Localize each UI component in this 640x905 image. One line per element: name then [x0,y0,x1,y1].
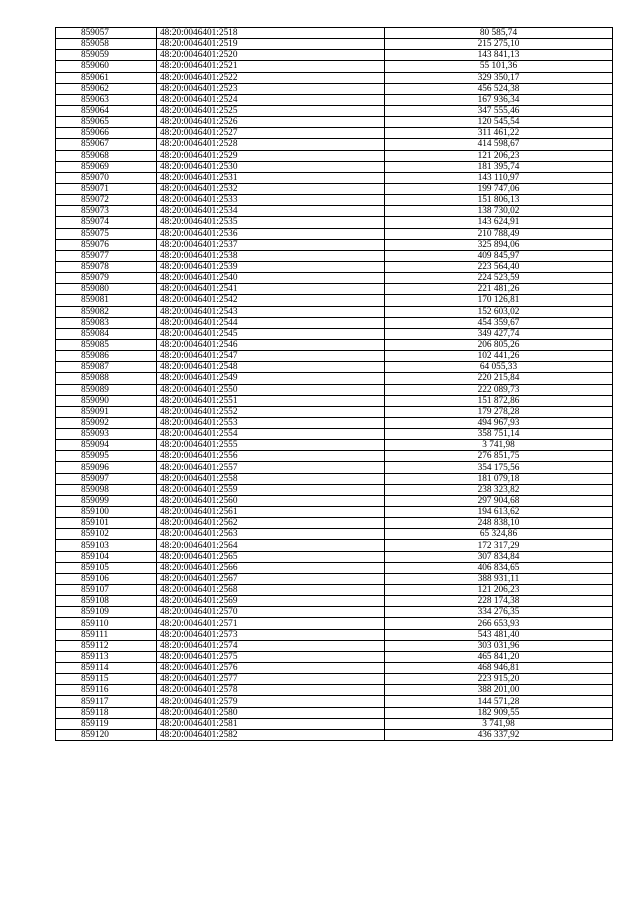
cadastral-number-cell: 48:20:0046401:2580 [157,707,385,718]
row-number-cell: 859058 [56,39,157,50]
table-row [56,607,613,618]
cadastral-number-cell: 48:20:0046401:2542 [157,295,385,306]
cadastral-number-cell: 48:20:0046401:2574 [157,640,385,651]
table-row [56,384,613,395]
value-cell: 388 201,00 [385,685,613,696]
row-number-cell: 859092 [56,417,157,428]
row-number-cell: 859068 [56,150,157,161]
cadastral-number-cell: 48:20:0046401:2538 [157,250,385,261]
row-number-cell: 859089 [56,384,157,395]
row-number-cell: 859064 [56,105,157,116]
table-row [56,573,613,584]
value-cell: 144 571,28 [385,696,613,707]
row-number-cell: 859108 [56,596,157,607]
table-row [56,261,613,272]
table-row [56,440,613,451]
table-row [56,373,613,384]
table-row [56,473,613,484]
value-cell: 297 904,68 [385,495,613,506]
table-row [56,284,613,295]
value-cell: 143 841,13 [385,50,613,61]
cadastral-number-cell: 48:20:0046401:2548 [157,362,385,373]
cadastral-number-cell: 48:20:0046401:2564 [157,540,385,551]
row-number-cell: 859099 [56,495,157,506]
value-cell: 199 747,06 [385,183,613,194]
row-number-cell: 859069 [56,161,157,172]
cadastral-number-cell: 48:20:0046401:2563 [157,529,385,540]
row-number-cell: 859066 [56,128,157,139]
row-number-cell: 859113 [56,651,157,662]
cadastral-number-cell: 48:20:0046401:2578 [157,685,385,696]
table-row [56,618,613,629]
table-row [56,518,613,529]
row-number-cell: 859118 [56,707,157,718]
value-cell: 349 427,74 [385,328,613,339]
cadastral-number-cell: 48:20:0046401:2541 [157,284,385,295]
table-row [56,362,613,373]
cadastral-number-cell: 48:20:0046401:2535 [157,217,385,228]
row-number-cell: 859070 [56,172,157,183]
row-number-cell: 859094 [56,440,157,451]
value-cell: 102 441,26 [385,351,613,362]
row-number-cell: 859105 [56,562,157,573]
cadastral-number-cell: 48:20:0046401:2581 [157,718,385,729]
cadastral-number-cell: 48:20:0046401:2579 [157,696,385,707]
table-row [56,150,613,161]
cadastral-number-cell: 48:20:0046401:2521 [157,61,385,72]
table-row [56,273,613,284]
cadastral-number-cell: 48:20:0046401:2518 [157,28,385,39]
row-number-cell: 859090 [56,395,157,406]
cadastral-number-cell: 48:20:0046401:2531 [157,172,385,183]
value-cell: 215 275,10 [385,39,613,50]
cadastral-number-cell: 48:20:0046401:2569 [157,596,385,607]
table-row [56,128,613,139]
cadastral-number-cell: 48:20:0046401:2527 [157,128,385,139]
row-number-cell: 859071 [56,183,157,194]
row-number-cell: 859079 [56,273,157,284]
value-cell: 55 101,36 [385,61,613,72]
cadastral-number-cell: 48:20:0046401:2534 [157,206,385,217]
value-cell: 3 741,98 [385,440,613,451]
value-cell: 543 481,40 [385,629,613,640]
row-number-cell: 859059 [56,50,157,61]
row-number-cell: 859112 [56,640,157,651]
value-cell: 325 894,06 [385,239,613,250]
cadastral-number-cell: 48:20:0046401:2568 [157,585,385,596]
value-cell: 152 603,02 [385,306,613,317]
value-cell: 276 851,75 [385,451,613,462]
cadastral-number-cell: 48:20:0046401:2573 [157,629,385,640]
table-row [56,585,613,596]
table-row [56,529,613,540]
row-number-cell: 859101 [56,518,157,529]
value-cell: 151 806,13 [385,195,613,206]
table-row [56,596,613,607]
row-number-cell: 859076 [56,239,157,250]
table-row [56,295,613,306]
cadastral-number-cell: 48:20:0046401:2550 [157,384,385,395]
table-row [56,239,613,250]
row-number-cell: 859077 [56,250,157,261]
cadastral-number-cell: 48:20:0046401:2555 [157,440,385,451]
value-cell: 206 805,26 [385,339,613,350]
table-row [56,451,613,462]
cadastral-number-cell: 48:20:0046401:2565 [157,551,385,562]
row-number-cell: 859100 [56,507,157,518]
cadastral-number-cell: 48:20:0046401:2562 [157,518,385,529]
cadastral-number-cell: 48:20:0046401:2551 [157,395,385,406]
value-cell: 3 741,98 [385,718,613,729]
table-row [56,228,613,239]
table-row [56,718,613,729]
row-number-cell: 859073 [56,206,157,217]
row-number-cell: 859074 [56,217,157,228]
table-row [56,696,613,707]
table-row [56,629,613,640]
table-row [56,462,613,473]
value-cell: 468 946,81 [385,663,613,674]
cadastral-number-cell: 48:20:0046401:2525 [157,105,385,116]
cadastral-number-cell: 48:20:0046401:2519 [157,39,385,50]
cadastral-number-cell: 48:20:0046401:2547 [157,351,385,362]
cadastral-number-cell: 48:20:0046401:2522 [157,72,385,83]
table-row [56,685,613,696]
table-row [56,172,613,183]
value-cell: 64 055,33 [385,362,613,373]
row-number-cell: 859075 [56,228,157,239]
value-cell: 329 350,17 [385,72,613,83]
cadastral-number-cell: 48:20:0046401:2524 [157,94,385,105]
value-cell: 224 523,59 [385,273,613,284]
table-row [56,306,613,317]
row-number-cell: 859107 [56,585,157,596]
value-cell: 354 175,56 [385,462,613,473]
row-number-cell: 859061 [56,72,157,83]
cadastral-number-cell: 48:20:0046401:2540 [157,273,385,284]
table-row [56,72,613,83]
cadastral-number-cell: 48:20:0046401:2523 [157,83,385,94]
value-cell: 80 585,74 [385,28,613,39]
value-cell: 228 174,38 [385,596,613,607]
row-number-cell: 859097 [56,473,157,484]
row-number-cell: 859084 [56,328,157,339]
cadastral-value-table [55,27,613,741]
row-number-cell: 859088 [56,373,157,384]
table-row [56,61,613,72]
value-cell: 436 337,92 [385,729,613,740]
table-row [56,351,613,362]
value-cell: 223 564,40 [385,261,613,272]
row-number-cell: 859080 [56,284,157,295]
value-cell: 347 555,46 [385,105,613,116]
cadastral-number-cell: 48:20:0046401:2520 [157,50,385,61]
table-row [56,105,613,116]
row-number-cell: 859087 [56,362,157,373]
value-cell: 121 206,23 [385,150,613,161]
row-number-cell: 859119 [56,718,157,729]
value-cell: 465 841,20 [385,651,613,662]
value-cell: 358 751,14 [385,429,613,440]
row-number-cell: 859062 [56,83,157,94]
value-cell: 222 089,73 [385,384,613,395]
value-cell: 151 872,86 [385,395,613,406]
cadastral-number-cell: 48:20:0046401:2576 [157,663,385,674]
table-row [56,674,613,685]
table-row [56,183,613,194]
row-number-cell: 859106 [56,573,157,584]
cadastral-number-cell: 48:20:0046401:2560 [157,495,385,506]
cadastral-number-cell: 48:20:0046401:2582 [157,729,385,740]
value-cell: 138 730,02 [385,206,613,217]
table-row [56,429,613,440]
table-row [56,395,613,406]
cadastral-number-cell: 48:20:0046401:2530 [157,161,385,172]
table-row [56,206,613,217]
table-row [56,139,613,150]
row-number-cell: 859057 [56,28,157,39]
row-number-cell: 859102 [56,529,157,540]
table-row [56,562,613,573]
value-cell: 334 276,35 [385,607,613,618]
cadastral-number-cell: 48:20:0046401:2567 [157,573,385,584]
cadastral-number-cell: 48:20:0046401:2537 [157,239,385,250]
value-cell: 143 110,97 [385,172,613,183]
row-number-cell: 859063 [56,94,157,105]
cadastral-number-cell: 48:20:0046401:2546 [157,339,385,350]
cadastral-number-cell: 48:20:0046401:2536 [157,228,385,239]
value-cell: 388 931,11 [385,573,613,584]
cadastral-number-cell: 48:20:0046401:2559 [157,484,385,495]
row-number-cell: 859078 [56,261,157,272]
table-row [56,94,613,105]
row-number-cell: 859104 [56,551,157,562]
table-row [56,495,613,506]
cadastral-number-cell: 48:20:0046401:2528 [157,139,385,150]
table-row [56,250,613,261]
value-cell: 223 915,20 [385,674,613,685]
cadastral-number-cell: 48:20:0046401:2532 [157,183,385,194]
table-row [56,484,613,495]
row-number-cell: 859098 [56,484,157,495]
cadastral-number-cell: 48:20:0046401:2558 [157,473,385,484]
row-number-cell: 859095 [56,451,157,462]
value-cell: 238 323,82 [385,484,613,495]
table-row [56,663,613,674]
cadastral-number-cell: 48:20:0046401:2526 [157,117,385,128]
table-body [56,28,613,741]
table-row [56,551,613,562]
table-row [56,540,613,551]
value-cell: 181 079,18 [385,473,613,484]
value-cell: 456 524,38 [385,83,613,94]
value-cell: 121 206,23 [385,585,613,596]
table-row [56,117,613,128]
row-number-cell: 859093 [56,429,157,440]
cadastral-number-cell: 48:20:0046401:2543 [157,306,385,317]
row-number-cell: 859115 [56,674,157,685]
cadastral-number-cell: 48:20:0046401:2556 [157,451,385,462]
value-cell: 220 215,84 [385,373,613,384]
cadastral-number-cell: 48:20:0046401:2552 [157,406,385,417]
value-cell: 307 834,84 [385,551,613,562]
value-cell: 406 834,65 [385,562,613,573]
row-number-cell: 859096 [56,462,157,473]
cadastral-number-cell: 48:20:0046401:2575 [157,651,385,662]
cadastral-number-cell: 48:20:0046401:2539 [157,261,385,272]
cadastral-number-cell: 48:20:0046401:2561 [157,507,385,518]
table-row [56,328,613,339]
cadastral-number-cell: 48:20:0046401:2533 [157,195,385,206]
row-number-cell: 859081 [56,295,157,306]
value-cell: 409 845,97 [385,250,613,261]
table-row [56,417,613,428]
value-cell: 311 461,22 [385,128,613,139]
table-row [56,651,613,662]
value-cell: 65 324,86 [385,529,613,540]
cadastral-number-cell: 48:20:0046401:2566 [157,562,385,573]
value-cell: 454 359,67 [385,317,613,328]
row-number-cell: 859117 [56,696,157,707]
cadastral-number-cell: 48:20:0046401:2577 [157,674,385,685]
value-cell: 494 967,93 [385,417,613,428]
row-number-cell: 859085 [56,339,157,350]
value-cell: 210 788,49 [385,228,613,239]
row-number-cell: 859060 [56,61,157,72]
table-row [56,339,613,350]
row-number-cell: 859086 [56,351,157,362]
cadastral-number-cell: 48:20:0046401:2529 [157,150,385,161]
row-number-cell: 859091 [56,406,157,417]
cadastral-number-cell: 48:20:0046401:2570 [157,607,385,618]
cadastral-number-cell: 48:20:0046401:2571 [157,618,385,629]
row-number-cell: 859072 [56,195,157,206]
value-cell: 194 613,62 [385,507,613,518]
cadastral-number-cell: 48:20:0046401:2544 [157,317,385,328]
row-number-cell: 859065 [56,117,157,128]
row-number-cell: 859067 [56,139,157,150]
table-row [56,39,613,50]
value-cell: 172 317,29 [385,540,613,551]
table-row [56,50,613,61]
table-row [56,640,613,651]
table-row [56,161,613,172]
cadastral-number-cell: 48:20:0046401:2553 [157,417,385,428]
value-cell: 170 126,81 [385,295,613,306]
table-row [56,317,613,328]
table-row [56,83,613,94]
row-number-cell: 859110 [56,618,157,629]
row-number-cell: 859103 [56,540,157,551]
row-number-cell: 859082 [56,306,157,317]
value-cell: 303 031,96 [385,640,613,651]
value-cell: 221 481,26 [385,284,613,295]
table-row [56,28,613,39]
row-number-cell: 859083 [56,317,157,328]
row-number-cell: 859114 [56,663,157,674]
cadastral-number-cell: 48:20:0046401:2557 [157,462,385,473]
table-row [56,217,613,228]
table-row [56,195,613,206]
table-row [56,507,613,518]
value-cell: 179 278,28 [385,406,613,417]
row-number-cell: 859116 [56,685,157,696]
cadastral-number-cell: 48:20:0046401:2545 [157,328,385,339]
table-row [56,729,613,740]
cadastral-number-cell: 48:20:0046401:2549 [157,373,385,384]
table-row [56,406,613,417]
value-cell: 167 936,34 [385,94,613,105]
value-cell: 266 653,93 [385,618,613,629]
row-number-cell: 859109 [56,607,157,618]
table-row [56,707,613,718]
value-cell: 120 545,54 [385,117,613,128]
row-number-cell: 859120 [56,729,157,740]
value-cell: 414 598,67 [385,139,613,150]
value-cell: 182 909,55 [385,707,613,718]
value-cell: 143 624,91 [385,217,613,228]
value-cell: 248 838,10 [385,518,613,529]
cadastral-number-cell: 48:20:0046401:2554 [157,429,385,440]
row-number-cell: 859111 [56,629,157,640]
value-cell: 181 395,74 [385,161,613,172]
